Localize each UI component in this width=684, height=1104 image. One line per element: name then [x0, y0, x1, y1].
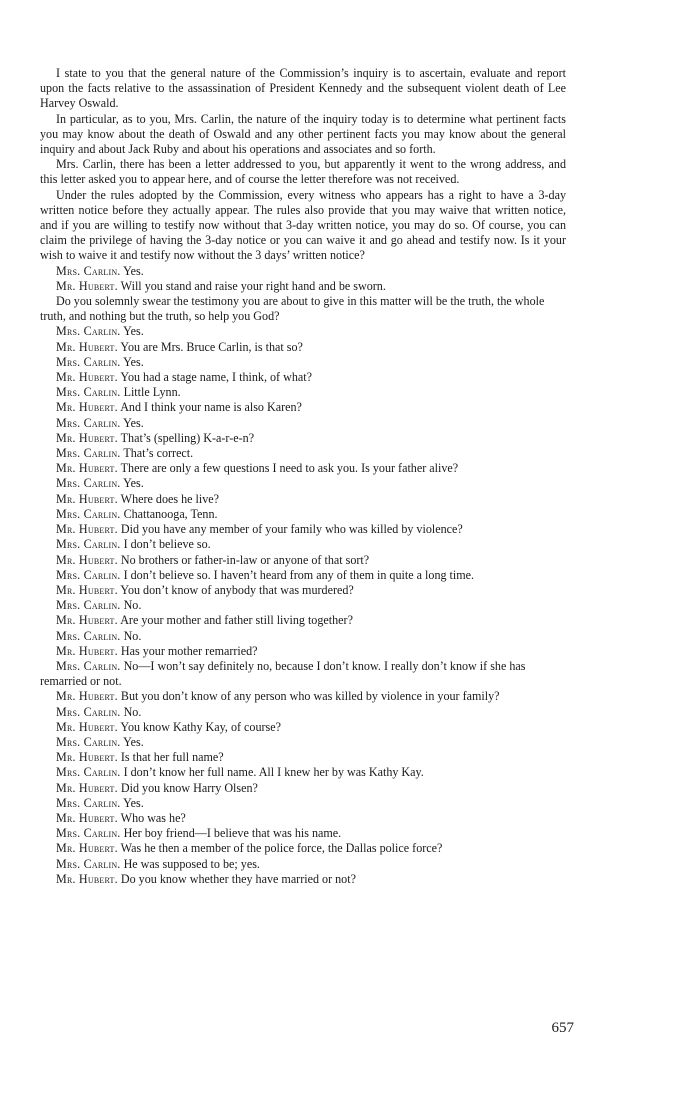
- speaker-name: Mrs. Carlin.: [56, 415, 121, 430]
- dialogue-line: [40, 644, 566, 659]
- dialogue-line: [40, 811, 566, 826]
- dialogue-line: [40, 705, 566, 720]
- spoken-text: Did you have any member of your family who was killed by violence?: [120, 522, 463, 537]
- speaker-name: Mr. Hubert.: [56, 750, 118, 765]
- speaker-name: Mr. Hubert.: [56, 430, 118, 445]
- dialogue-line: [40, 279, 566, 294]
- speaker-name: Mr. Hubert.: [56, 613, 118, 628]
- spoken-text: That’s correct.: [123, 446, 194, 461]
- spoken-text: Are your mother and father still living together?: [120, 613, 353, 628]
- spoken-text: But you don’t know of any person who was killed by violence in your family?: [120, 689, 500, 704]
- speaker-name: Mr. Hubert.: [56, 278, 118, 293]
- speaker-name: Mrs. Carlin.: [56, 385, 121, 400]
- dialogue-line: [40, 826, 566, 841]
- page-number: 657: [551, 1020, 574, 1036]
- opening-paragraph: Under the rules adopted by the Commission, every witness who appears has a right to have a 3-day written notice before they actually appear. The rules also provide that you may waive that written notice, and if you are willing to testify now without that 3-day written notice, you may do so. Of course, you can claim the privilege of having the 3-day notice or you can waive it and go ahead and testify now. Is it your wish to waive it and testify now without the 3 days’ written notice?: [40, 187, 566, 263]
- spoken-text: Did you know Harry Olsen?: [120, 780, 258, 795]
- spoken-text: Was he then a member of the police force, the Dallas police force?: [120, 841, 443, 856]
- spoken-text: Little Lynn.: [123, 385, 181, 400]
- speaker-name: Mr. Hubert.: [56, 339, 118, 354]
- spoken-text: I don’t believe so. I haven’t heard from any of them in quite a long time.: [123, 567, 475, 582]
- dialogue-line: [40, 857, 566, 872]
- spoken-text: You don’t know of anybody that was murdered?: [120, 582, 354, 597]
- spoken-text: I don’t know her full name. All I knew her by was Kathy Kay.: [123, 765, 424, 780]
- speaker-name: Mr. Hubert.: [56, 871, 118, 886]
- spoken-text: Who was he?: [120, 810, 186, 825]
- speaker-name: Mr. Hubert.: [56, 719, 118, 734]
- spoken-text: No—I won’t say definitely no, because I don’t know. I really don’t know if she has remarried or not.: [40, 658, 526, 689]
- dialogue-line: [40, 781, 566, 796]
- dialogue-line: [40, 735, 566, 750]
- dialogue-line: [40, 872, 566, 887]
- speaker-name: Mrs. Carlin.: [56, 324, 121, 339]
- spoken-text: No.: [123, 704, 142, 719]
- speaker-name: Mr. Hubert.: [56, 780, 118, 795]
- dialogue-line: [40, 507, 566, 522]
- spoken-text: You know Kathy Kay, of course?: [120, 719, 281, 734]
- dialogue-line: [40, 537, 566, 552]
- dialogue-line: [40, 431, 566, 446]
- dialogue-line: [40, 613, 566, 628]
- dialogue-line: [40, 476, 566, 491]
- speaker-name: Mr. Hubert.: [56, 400, 118, 415]
- spoken-text: Yes.: [123, 795, 144, 810]
- spoken-text: I don’t believe so.: [123, 537, 211, 552]
- speaker-name: Mrs. Carlin.: [56, 506, 121, 521]
- speaker-name: Mr. Hubert.: [56, 552, 118, 567]
- speaker-name: Mr. Hubert.: [56, 582, 118, 597]
- speaker-name: Mrs. Carlin.: [56, 446, 121, 461]
- speaker-name: Mr. Hubert.: [56, 643, 118, 658]
- dialogue-line: [40, 750, 566, 765]
- dialogue-line: [40, 841, 566, 856]
- spoken-text: Yes.: [123, 734, 144, 749]
- speaker-name: Mr. Hubert.: [56, 461, 118, 476]
- dialogue-line: [40, 416, 566, 431]
- speaker-name: Mrs. Carlin.: [56, 795, 121, 810]
- dialogue-line: [40, 355, 566, 370]
- dialogue-line: [40, 461, 566, 476]
- speaker-name: Mrs. Carlin.: [56, 765, 121, 780]
- spoken-text: Her boy friend—I believe that was his name.: [123, 826, 342, 841]
- opening-paragraph: I state to you that the general nature of the Commission’s inquiry is to ascertain, evaluate and report upon the facts relative to the assassination of President Kennedy and the subsequent violent death of Lee Harvey Oswald.: [40, 66, 566, 111]
- spoken-text: No.: [123, 598, 142, 613]
- spoken-text: Do you solemnly swear the testimony you are about to give in this matter will be the truth, the whole truth, and nothing but the truth, so help you God?: [40, 294, 545, 324]
- speaker-name: Mrs. Carlin.: [56, 856, 121, 871]
- spoken-text: Do you know whether they have married or not?: [120, 871, 356, 886]
- speaker-name: Mrs. Carlin.: [56, 354, 121, 369]
- spoken-text: Has your mother remarried?: [120, 643, 258, 658]
- speaker-name: Mr. Hubert.: [56, 522, 118, 537]
- speaker-name: Mrs. Carlin.: [56, 628, 121, 643]
- spoken-text: No brothers or father-in-law or anyone of that sort?: [120, 552, 370, 567]
- speaker-name: Mr. Hubert.: [56, 370, 118, 385]
- spoken-text: Chattanooga, Tenn.: [123, 506, 218, 521]
- spoken-text: You are Mrs. Bruce Carlin, is that so?: [120, 339, 303, 354]
- testimony-dialogue: [40, 264, 566, 887]
- dialogue-line: [40, 294, 566, 324]
- spoken-text: You had a stage name, I think, of what?: [120, 370, 312, 385]
- spoken-text: He was supposed to be; yes.: [123, 856, 260, 871]
- speaker-name: Mr. Hubert.: [56, 689, 118, 704]
- speaker-name: Mrs. Carlin.: [56, 658, 121, 673]
- speaker-name: Mrs. Carlin.: [56, 476, 121, 491]
- spoken-text: Is that her full name?: [120, 750, 224, 765]
- dialogue-line: [40, 659, 566, 689]
- spoken-text: And I think your name is also Karen?: [120, 400, 302, 415]
- speaker-name: Mr. Hubert.: [56, 841, 118, 856]
- spoken-text: Where does he live?: [120, 491, 220, 506]
- spoken-text: Yes.: [123, 415, 144, 430]
- dialogue-line: [40, 629, 566, 644]
- dialogue-line: [40, 340, 566, 355]
- dialogue-line: [40, 796, 566, 811]
- spoken-text: Yes.: [123, 476, 144, 491]
- dialogue-line: [40, 765, 566, 780]
- speaker-name: Mrs. Carlin.: [56, 734, 121, 749]
- testimony-page: [40, 66, 566, 887]
- dialogue-line: [40, 553, 566, 568]
- spoken-text: Yes.: [123, 324, 144, 339]
- spoken-text: That’s (spelling) K-a-r-e-n?: [120, 430, 255, 445]
- speaker-name: Mrs. Carlin.: [56, 263, 121, 278]
- spoken-text: No.: [123, 628, 142, 643]
- speaker-name: Mrs. Carlin.: [56, 704, 121, 719]
- speaker-name: Mrs. Carlin.: [56, 537, 121, 552]
- dialogue-line: [40, 324, 566, 339]
- dialogue-line: [40, 385, 566, 400]
- dialogue-line: [40, 370, 566, 385]
- spoken-text: Yes.: [123, 354, 144, 369]
- dialogue-line: [40, 720, 566, 735]
- speaker-name: Mr. Hubert.: [56, 810, 118, 825]
- dialogue-line: [40, 689, 566, 704]
- spoken-text: Yes.: [123, 263, 144, 278]
- dialogue-line: [40, 583, 566, 598]
- speaker-name: Mrs. Carlin.: [56, 598, 121, 613]
- dialogue-line: [40, 598, 566, 613]
- opening-paragraph: In particular, as to you, Mrs. Carlin, the nature of the inquiry today is to determine what pertinent facts you may know about the death of Oswald and any other pertinent facts you may know about the general inquiry and about Jack Ruby and about his operations and associates and so forth.: [40, 111, 566, 157]
- dialogue-line: [40, 400, 566, 415]
- speaker-name: Mr. Hubert.: [56, 491, 118, 506]
- dialogue-line: [40, 492, 566, 507]
- spoken-text: There are only a few questions I need to ask you. Is your father alive?: [120, 461, 459, 476]
- spoken-text: Will you stand and raise your right hand and be sworn.: [120, 278, 386, 293]
- opening-statement: [40, 66, 566, 264]
- dialogue-line: [40, 446, 566, 461]
- dialogue-line: [40, 522, 566, 537]
- dialogue-line: [40, 568, 566, 583]
- opening-paragraph: Mrs. Carlin, there has been a letter addressed to you, but apparently it went to the wrong address, and this letter asked you to appear here, and of course the letter therefore was not received.: [40, 157, 566, 187]
- speaker-name: Mrs. Carlin.: [56, 567, 121, 582]
- speaker-name: Mrs. Carlin.: [56, 826, 121, 841]
- dialogue-line: [40, 264, 566, 279]
